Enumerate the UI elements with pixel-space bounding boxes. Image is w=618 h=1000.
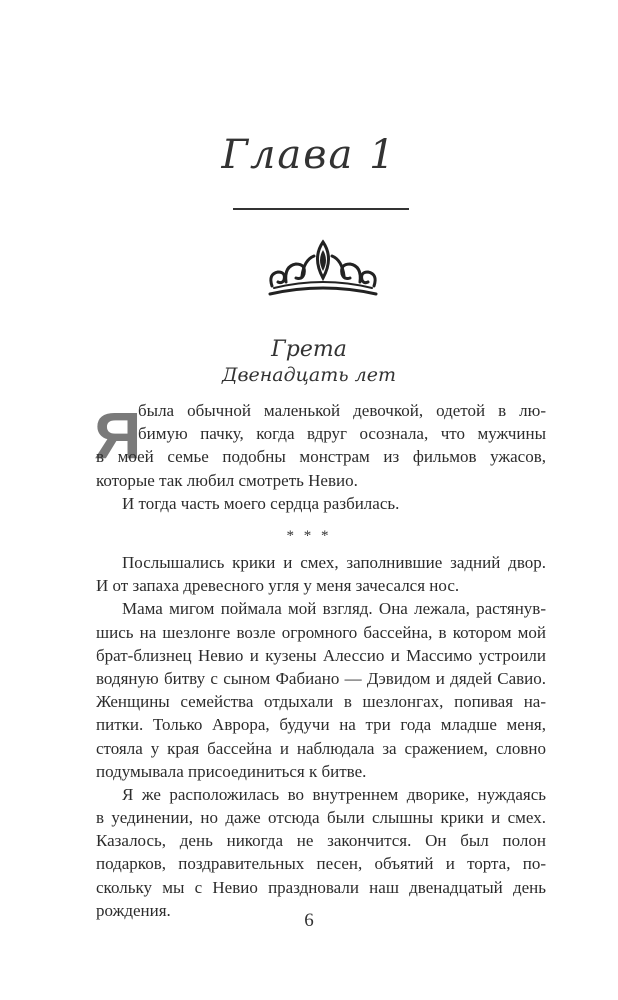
text-line: водяную битву с сыном Фабиано — Дэвидом и дядей Савио. [96, 668, 546, 688]
tiara-icon [264, 238, 382, 300]
page-number: 6 [304, 910, 314, 931]
text-line: стояла у края бассейна и наблюдала за сражением, словно [96, 738, 546, 758]
pov-name: Грета [271, 337, 347, 362]
pov-age: Двенадцать лет [222, 364, 396, 386]
text-line: бимую пачку, когда вдруг осознала, что мужчины [138, 424, 546, 444]
text-line: И тогда часть моего сердца разбилась. [122, 493, 400, 513]
text-line: Мама мигом поймала мой взгляд. Она лежала, растянув- [122, 599, 546, 619]
text-line: подумывала присоединиться к битве. [96, 761, 367, 781]
text-line: Послышались крики и смех, заполнившие задний двор. [122, 553, 546, 572]
text-line: И от запаха древесного угля у меня зачесался нос. [96, 576, 460, 596]
section-1-text [96, 399, 546, 515]
text-line: была обычной маленькой девочкой, одетой в лю- [138, 401, 546, 420]
text-line: которые так любил смотреть Невио. [96, 470, 358, 490]
text-line: Казалось, день никогда не закончится. Он был полон [96, 831, 546, 851]
section-2-text [96, 551, 546, 922]
text-line: Я же расположилась во внутреннем дворике, нуждаясь [122, 784, 546, 804]
title-rule [233, 208, 409, 210]
scene-separator: * * * [286, 528, 332, 544]
drop-cap: Я [94, 398, 142, 472]
text-line: скольку мы с Невио праздновали наш двенадцатый день [96, 877, 546, 897]
text-line: шись на шезлонге возле огромного бассейна, в котором мой [96, 622, 546, 642]
text-line: в моей семье подобны монстрам из фильмов ужасов, [96, 447, 546, 467]
text-line: подарков, поздравительных песен, объятий и торта, по- [96, 854, 546, 874]
text-line: брат-близнец Невио и кузены Алессио и Массимо устроили [96, 645, 546, 665]
text-line: рождения. [96, 900, 171, 920]
text-line: питки. Только Аврора, будучи на три года младше меня, [96, 715, 546, 735]
text-line: Женщины семейства отдыхали в шезлонгах, попивая на- [96, 692, 546, 712]
text-line: в уединении, но даже отсюда были слышны крики и смех. [96, 808, 546, 828]
chapter-title: Глава 1 [221, 132, 397, 178]
